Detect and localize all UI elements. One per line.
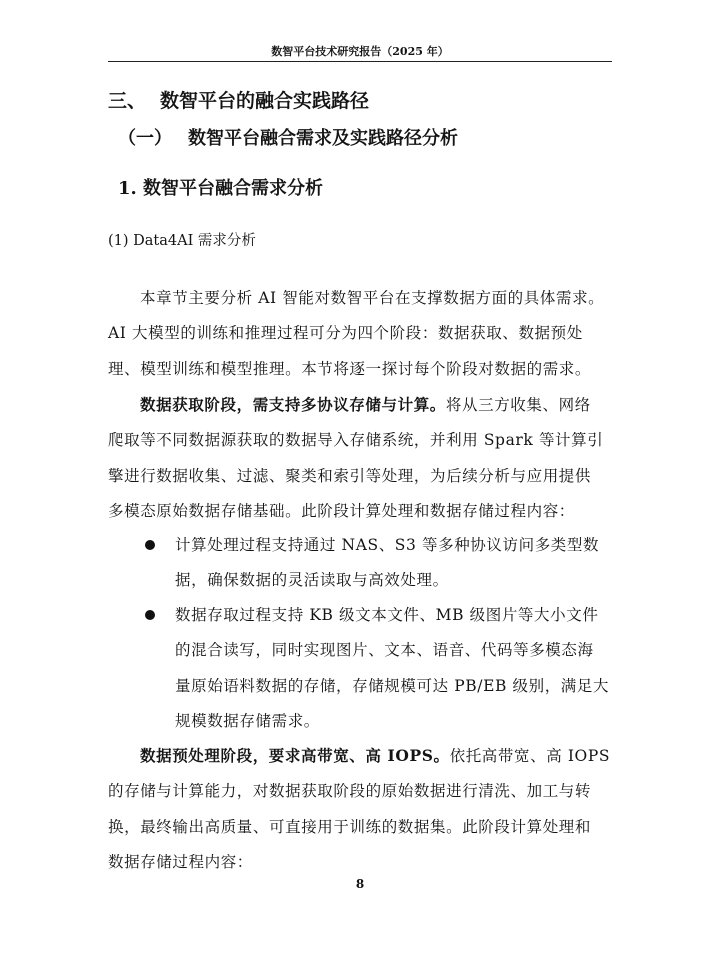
paragraph-line: 本章节主要分析 AI 智能对数智平台在支撑数据方面的具体需求。: [140, 289, 605, 307]
paragraph-data-acquisition: [108, 387, 614, 530]
paragraph-line: 多模态原始数据存储基础。此阶段计算处理和数据存储过程内容：: [108, 502, 575, 521]
paragraph-line: 将从三方收集、网络: [445, 396, 591, 414]
subsection-title: 数智平台融合需求及实践路径分析: [188, 128, 458, 149]
bullet-line: 规模数据存储需求。: [175, 712, 320, 731]
paragraph-line: 爬取等不同数据源获取的数据导入存储系统，并利用 Spark 等计算引: [108, 431, 604, 450]
paragraph-preprocessing: [108, 738, 614, 881]
heading-level-3: 1. 数智平台融合需求分析: [118, 178, 324, 199]
bullet-line: 数据存取过程支持 KB 级文本文件、MB 级图片等大小文件: [175, 606, 599, 624]
section-title: 数智平台的融合实践路径: [160, 90, 370, 112]
bullet-item: [145, 528, 615, 600]
paragraph-line: 的存储与计算能力，对数据获取阶段的原始数据进行清洗、加工与转: [108, 782, 592, 801]
paragraph-line: 换，最终输出高质量、可直接用于训练的数据集。此阶段计算处理和: [108, 817, 592, 836]
paragraph-intro: [108, 281, 614, 387]
paragraph-line: 依托高带宽、高 IOPS: [449, 747, 611, 765]
subsection-heading: [118, 126, 458, 152]
bold-lead: 数据获取阶段，需支持多协议存储与计算。: [140, 395, 446, 414]
bold-lead: 数据预处理阶段，要求高带宽、高 IOPS。: [140, 746, 450, 765]
subsection-number: （一）: [118, 128, 172, 149]
bullet-dot-icon: [145, 540, 155, 550]
header-rule: [108, 61, 612, 62]
bullet-dot-icon: [145, 610, 155, 620]
paragraph-line: 数据存储过程内容：: [108, 853, 253, 872]
bullet-line: 据，确保数据的灵活读取与高效处理。: [175, 571, 449, 590]
section-number: 三、: [108, 90, 147, 112]
paragraph-line: 理、模型训练和模型推理。本节将逐一探讨每个阶段对数据的需求。: [108, 359, 592, 378]
page-number: 8: [355, 877, 365, 891]
bullet-line: 计算处理过程支持通过 NAS、S3 等多种协议访问多类型数: [175, 536, 600, 554]
bullet-line: 的混合读写，同时实现图片、文本、语音、代码等多模态海: [175, 641, 594, 660]
bullet-item: [145, 598, 615, 740]
paragraph-line: 擎进行数据收集、过滤、聚类和索引等处理，为后续分析与应用提供: [108, 466, 592, 485]
heading-level-4: (1) Data4AI 需求分析: [108, 233, 256, 249]
paragraph-line: AI 大模型的训练和推理过程可分为四个阶段：数据获取、数据预处: [108, 324, 583, 343]
section-heading: [108, 88, 369, 114]
bullet-line: 量原始语料数据的存储，存储规模可达 PB/EB 级别，满足大: [175, 676, 610, 695]
running-header: 数智平台技术研究报告（2025 年）: [271, 45, 449, 58]
